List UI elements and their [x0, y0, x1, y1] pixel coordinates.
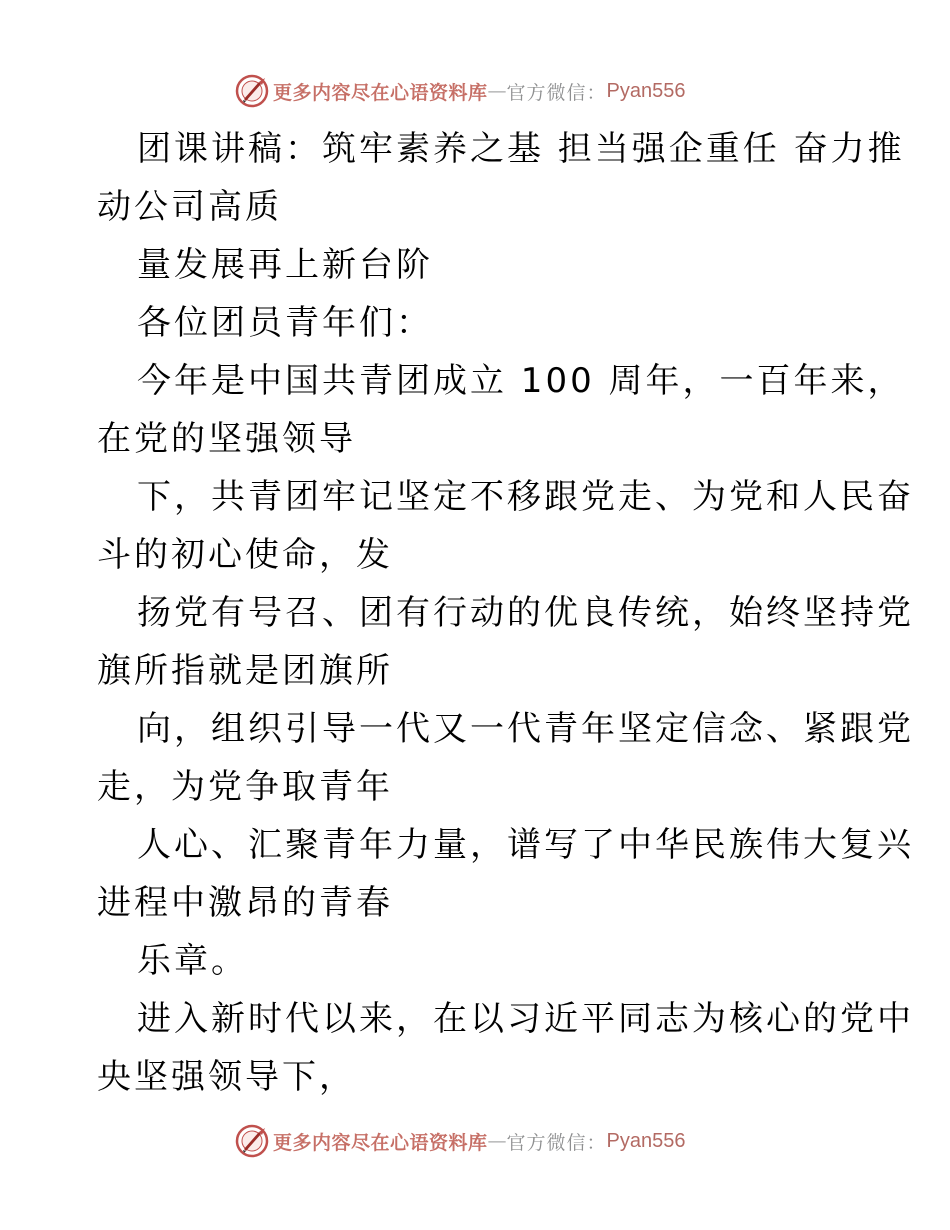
text-line-17: 央坚强领导下，	[97, 1057, 356, 1097]
quill-logo-icon	[235, 1124, 269, 1158]
text-line-11: 向，组织引导一代又一代青年坚定信念、紧跟党	[137, 709, 914, 749]
quill-logo-icon	[235, 74, 269, 108]
header-banner	[235, 71, 686, 111]
header-wechat-label: 官方微信：	[506, 81, 607, 104]
text-line-12: 走，为党争取青年	[97, 767, 393, 807]
text-line-13: 人心、汇聚青年力量，谱写了中华民族伟大复兴	[137, 825, 914, 865]
footer-wechat-label: 官方微信：	[506, 1131, 607, 1154]
text-line-1: 团课讲稿：筑牢素养之基 担当强企重任 奋力推	[137, 129, 905, 169]
text-line-5: 今年是中国共青团成立 100 周年，一百年来，	[137, 361, 905, 401]
header-promo-text: 更多内容尽在心语资料库	[273, 81, 488, 104]
text-line-9: 扬党有号召、团有行动的优良传统，始终坚持党	[137, 593, 914, 633]
text-line-16: 进入新时代以来，在以习近平同志为核心的党中	[137, 999, 914, 1039]
text-line-6: 在党的坚强领导	[97, 419, 356, 459]
header-separator: —	[487, 80, 507, 102]
text-line-7: 下，共青团牢记坚定不移跟党走、为党和人民奋	[137, 477, 914, 517]
footer-separator: —	[487, 1130, 507, 1152]
text-line-2: 动公司高质	[97, 187, 282, 227]
footer-banner	[235, 1121, 686, 1161]
text-line-14: 进程中激昂的青春	[97, 883, 393, 923]
text-line-4: 各位团员青年们：	[137, 303, 433, 343]
text-line-3: 量发展再上新台阶	[137, 245, 433, 285]
header-wechat-id: Pyan556	[606, 79, 686, 102]
text-line-8: 斗的初心使命，发	[97, 535, 393, 575]
footer-promo-text: 更多内容尽在心语资料库	[273, 1131, 488, 1154]
text-line-15: 乐章。	[137, 941, 248, 981]
footer-wechat-id: Pyan556	[606, 1129, 686, 1152]
text-line-10: 旗所指就是团旗所	[97, 651, 393, 691]
